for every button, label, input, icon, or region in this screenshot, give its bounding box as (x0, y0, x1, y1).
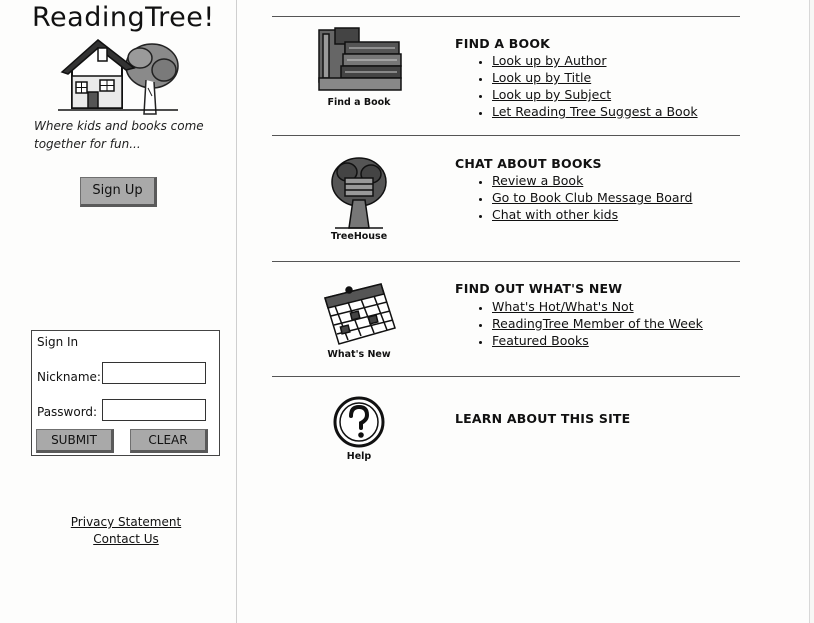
sign-in-title: Sign In (37, 335, 79, 349)
tagline: Where kids and books come together for fun... (34, 119, 204, 151)
clear-button[interactable]: CLEAR (130, 429, 208, 453)
divider (272, 376, 740, 377)
divider (272, 16, 740, 17)
nickname-label: Nickname: (37, 370, 101, 384)
review-a-book-link[interactable]: Review a Book (492, 173, 584, 188)
whats-hot-link[interactable]: What's Hot/What's Not (492, 299, 634, 314)
list-item (492, 172, 692, 189)
look-up-title-link[interactable]: Look up by Title (492, 70, 592, 85)
find-out-whats-new-heading: FIND OUT WHAT'S NEW (455, 281, 623, 296)
learn-about-site-heading[interactable]: LEARN ABOUT THIS SITE (455, 411, 631, 426)
divider (272, 135, 740, 136)
list-item (492, 189, 692, 206)
chat-with-kids-link[interactable]: Chat with other kids (492, 207, 619, 222)
book-club-board-link[interactable]: Go to Book Club Message Board (492, 190, 693, 205)
whats-new-links (455, 298, 703, 349)
site-title: ReadingTree! (32, 2, 215, 33)
chat-about-books-heading: CHAT ABOUT BOOKS (455, 156, 602, 171)
sign-in-form (31, 330, 220, 456)
nickname-input[interactable] (102, 362, 206, 384)
list-item (492, 69, 698, 86)
help-question-icon[interactable] (332, 395, 386, 453)
main-content (237, 0, 810, 623)
password-label: Password: (37, 405, 98, 419)
list-item (492, 332, 703, 349)
list-item (492, 103, 698, 120)
look-up-author-link[interactable]: Look up by Author (492, 53, 607, 68)
house-logo-icon (58, 36, 184, 120)
find-a-book-heading: FIND A BOOK (455, 36, 551, 51)
suggest-a-book-link[interactable]: Let Reading Tree Suggest a Book (492, 104, 698, 119)
treehouse-caption: TreeHouse (330, 231, 388, 242)
treehouse-icon[interactable] (329, 154, 389, 234)
password-input[interactable] (102, 399, 206, 421)
help-caption: Help (346, 451, 372, 462)
list-item (492, 298, 703, 315)
sign-up-button[interactable]: Sign Up (80, 177, 157, 207)
divider (272, 261, 740, 262)
footer-links (60, 514, 192, 548)
find-a-book-caption: Find a Book (327, 97, 391, 108)
featured-books-link[interactable]: Featured Books (492, 333, 589, 348)
whats-new-caption: What's New (327, 349, 391, 360)
calendar-icon[interactable] (321, 280, 399, 352)
left-panel (0, 0, 237, 623)
member-of-week-link[interactable]: ReadingTree Member of the Week (492, 316, 703, 331)
privacy-statement-link[interactable]: Privacy Statement (70, 515, 182, 529)
look-up-subject-link[interactable]: Look up by Subject (492, 87, 612, 102)
list-item (492, 52, 698, 69)
books-stack-icon[interactable] (315, 26, 405, 98)
contact-us-link[interactable]: Contact Us (93, 532, 159, 546)
submit-button[interactable]: SUBMIT (36, 429, 114, 453)
list-item (492, 206, 692, 223)
list-item (492, 315, 703, 332)
find-a-book-links (455, 52, 698, 120)
list-item (492, 86, 698, 103)
chat-about-books-links (455, 172, 692, 223)
